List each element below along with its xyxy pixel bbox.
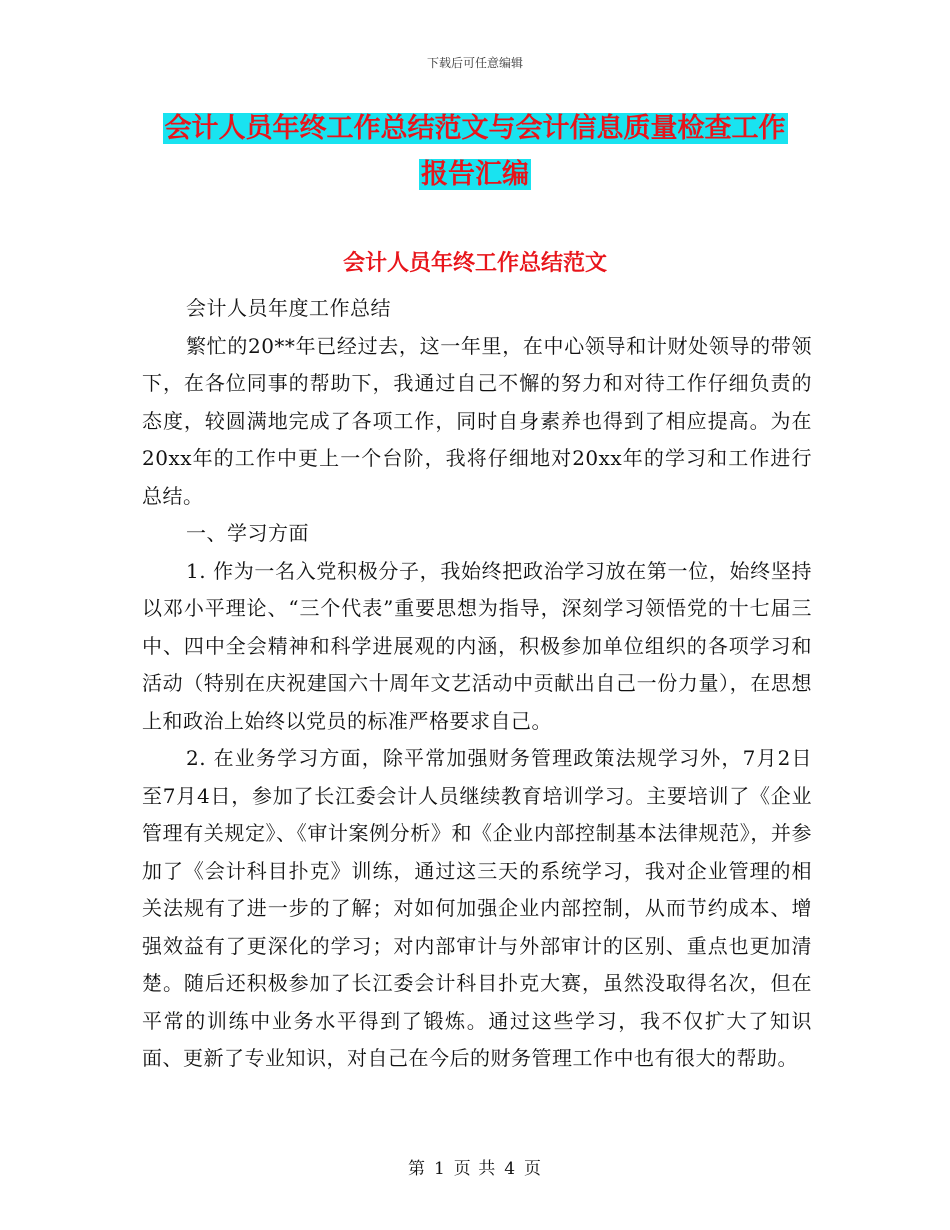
paragraph-heading-study: 一、学习方面 — [186, 521, 309, 545]
paragraph-intro: 繁忙的20**年已经过去，这一年里，在中心领导和计财处领导的带领下，在各位同事的帮助下，我通过自己不懈的努力和对待工作仔细负责的态度，较圆满地完成了各项工作，同时自身素养也得到了相应提高。为在20xx年的工作中更上一个台阶，我将仔细地对20xx年的学习和工作进行总结。 — [142, 333, 812, 508]
document-body — [142, 290, 812, 1078]
document-title-line-1 — [100, 106, 850, 152]
document-title-line-2 — [100, 152, 850, 198]
document-title-line-2-text: 报告汇编 — [421, 159, 529, 190]
paragraph-subtitle: 会计人员年度工作总结 — [186, 296, 391, 320]
footer-prefix: 第 — [407, 1159, 426, 1179]
header-note: 下载后可任意编辑 — [426, 56, 523, 70]
document-title-line-1-text: 会计人员年终工作总结范文与会计信息质量检查工作 — [164, 113, 786, 144]
footer-middle: 页 共 — [453, 1159, 497, 1179]
footer-page-number: 1 — [433, 1159, 446, 1179]
section-title: 会计人员年终工作总结范文 — [342, 251, 607, 276]
paragraph-item-2: 2. 在业务学习方面，除平常加强财务管理政策法规学习外，7月2日至7月4日，参加了长江委会计人员继续教育培训学习。主要培训了《企业管理有关规定》、《审计案例分析》和《企业内部控制基本法律规范》，并参加了《会计科目扑克》训练，通过这三天的系统学习，我对企业管理的相关法规有了进一步的了解；对如何加强企业内部控制，从而节约成本、增强效益有了更深化的学习；对内部审计与外部审计的区别、重点也更加清楚。随后还积极参加了长江委会计科目扑克大赛，虽然没取得名次，但在平常的训练中业务水平得到了锻炼。通过这些学习，我不仅扩大了知识面、更新了专业知识，对自己在今后的财务管理工作中也有很大的帮助。 — [142, 746, 812, 1070]
paragraph-item-1: 1. 作为一名入党积极分子，我始终把政治学习放在第一位，始终坚持以邓小平理论、“三个代表”重要思想为指导，深刻学习领悟党的十七届三中、四中全会精神和科学进展观的内涵，积极参加单位组织的各项学习和活动（特别在庆祝建国六十周年文艺活动中贡献出自己一份力量），在思想上和政治上始终以党员的标准严格要求自己。 — [142, 558, 812, 733]
page-footer — [0, 1154, 950, 1179]
footer-suffix: 页 — [524, 1159, 543, 1179]
footer-total-pages: 4 — [504, 1159, 517, 1179]
